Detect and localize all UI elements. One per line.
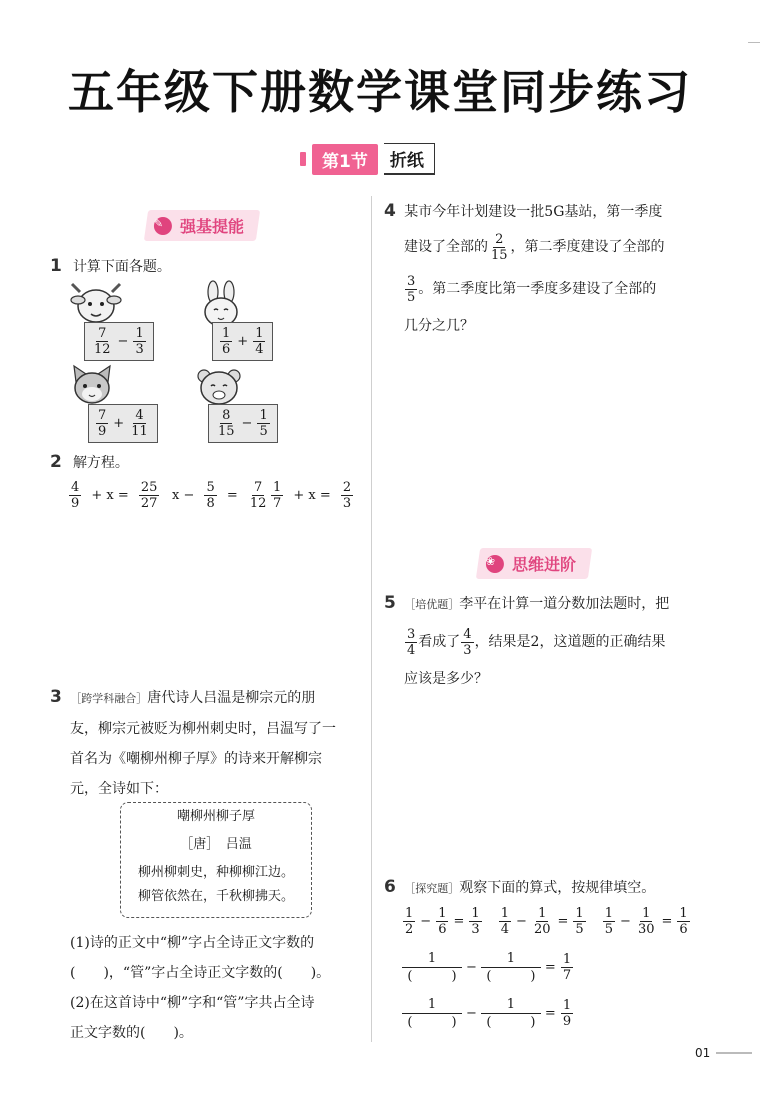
section-advanced <box>478 548 590 579</box>
question-text: 几分之几？ <box>404 318 474 334</box>
fraction: $\frac{7}{12}$ <box>94 326 111 357</box>
pattern-example: $\frac{1}{2}$ − $\frac{1}{6}$ = $\frac{1}{3}$ <box>405 906 480 937</box>
subquestion-text: ( )，“管”字占全诗正文字数的( )。 <box>70 965 331 981</box>
question-5 <box>384 588 700 694</box>
question-tag: ［培优题］ <box>404 598 460 611</box>
fraction: $\frac{3}{5}$ <box>407 273 416 305</box>
corner-mark <box>748 42 760 43</box>
question-text: 看成了 <box>418 634 461 650</box>
question-4 <box>384 196 700 341</box>
poem-title: 嘲柳州柳子厚 <box>176 809 255 824</box>
question-number: 4 <box>384 201 396 221</box>
equation: $\frac{1}{7}$ + x = $\frac{2}{3}$ <box>273 480 352 511</box>
poem-line: 柳州柳刺史，种柳柳江边。 <box>137 865 294 880</box>
question-text: 友，柳宗元被贬为柳州刺史时，吕温写了一 <box>70 721 336 737</box>
page-number-text: 01 <box>695 1046 711 1060</box>
question-text: 某市今年计划建设一批5G基站，第一季度 <box>404 204 663 220</box>
fraction: $\frac{7}{9}$ <box>98 408 107 439</box>
section-basic-badge <box>144 210 260 241</box>
question-text: 计算下面各题。 <box>72 259 171 275</box>
question-text: 李平在计算一道分数加法题时，把 <box>459 596 670 612</box>
question-number: 5 <box>384 593 396 613</box>
blank-fraction[interactable]: $\frac{1}{( )}$ <box>402 996 462 1031</box>
operator: − <box>241 416 253 431</box>
section-basic-label: 强基提能 <box>180 217 245 236</box>
question-1 <box>50 252 171 282</box>
question-text: 解方程。 <box>72 455 129 471</box>
fraction: $\frac{2}{15}$ <box>491 231 508 263</box>
question-text: 建设了全部的 <box>404 239 488 255</box>
operator: − <box>117 334 129 349</box>
fraction: $\frac{1}{4}$ <box>255 326 264 357</box>
section-advanced-label: 思维进阶 <box>512 555 577 574</box>
question-text: 观察下面的算式，按规律填空。 <box>459 880 656 896</box>
operator: + <box>237 334 249 349</box>
question-text: ，第二季度建设了全部的 <box>510 239 665 255</box>
column-divider <box>371 196 372 1042</box>
question-text: 唐代诗人吕温是柳宗元的朋 <box>147 690 316 706</box>
equation: $\frac{4}{9}$ + x = $\frac{25}{27}$ <box>71 480 158 511</box>
lesson-number: 第1节 <box>312 144 378 175</box>
subquestion-text: (2)在这首诗中“柳”字和“管”字共占全诗 <box>70 995 315 1011</box>
operator: + <box>113 416 125 431</box>
calc-card <box>212 322 273 361</box>
question-number: 3 <box>50 687 62 707</box>
question-number: 1 <box>50 256 62 276</box>
question-tag: ［跨学科融合］ <box>70 692 148 705</box>
pattern-example: $\frac{1}{4}$ − $\frac{1}{20}$ = $\frac{1}{5}$ <box>500 906 584 937</box>
fraction: $\frac{4}{3}$ <box>463 626 472 658</box>
question-text: 。第二季度比第一季度多建设了全部的 <box>418 281 657 297</box>
subquestion-text: (1)诗的正文中“柳”字占全诗正文字数的 <box>70 935 315 951</box>
fraction: $\frac{1}{6}$ <box>222 326 231 357</box>
question-tag: ［探究题］ <box>404 882 460 895</box>
question-text: 应该是多少？ <box>404 671 488 687</box>
question-3 <box>50 682 366 804</box>
question-2 <box>50 448 129 478</box>
subquestion-text: 正文字数的( )。 <box>70 1025 193 1041</box>
question-text: 元，全诗如下： <box>70 781 168 797</box>
question-number: 6 <box>384 877 396 897</box>
pencil-icon: ✎ <box>154 217 172 235</box>
pattern-blank-row: $\frac{1}{( )}$ − $\frac{1}{( )}$ = $\frac{1}{9}$ <box>402 996 574 1031</box>
page-number <box>695 1046 752 1060</box>
medal-icon: ❀ <box>486 555 504 573</box>
calc-card <box>84 322 154 361</box>
section-advanced-badge <box>476 548 592 579</box>
question-text: 首名为《嘲柳州柳子厚》的诗来开解柳宗 <box>70 751 322 767</box>
lesson-heading <box>300 144 435 174</box>
question-number: 2 <box>50 452 62 472</box>
page-number-line <box>716 1052 752 1054</box>
page-title: 五年级下册数学课堂同步练习 <box>68 65 692 119</box>
fraction: $\frac{1}{3}$ <box>135 326 144 357</box>
poem-box <box>120 802 312 918</box>
question-6 <box>384 872 700 904</box>
calc-card <box>208 404 278 443</box>
pattern-example: $\frac{1}{5}$ − $\frac{1}{30}$ = $\frac{1}{6}$ <box>604 906 688 937</box>
blank-fraction[interactable]: $\frac{1}{( )}$ <box>481 950 541 985</box>
pattern-examples <box>402 906 691 937</box>
fraction: $\frac{1}{5}$ <box>259 408 268 439</box>
bear-mascot-icon <box>196 366 242 408</box>
lesson-name: 折纸 <box>384 143 435 175</box>
section-basic <box>146 210 258 241</box>
question-3-subquestions <box>70 928 366 1048</box>
equation: x − $\frac{5}{8}$ = $\frac{7}{12}$ <box>172 480 267 511</box>
blank-fraction[interactable]: $\frac{1}{( )}$ <box>402 950 462 985</box>
pattern-blank-row: $\frac{1}{( )}$ − $\frac{1}{( )}$ = $\frac{1}{7}$ <box>402 950 574 985</box>
poem-line: 柳管依然在，千秋柳拂天。 <box>137 889 294 904</box>
fraction: $\frac{8}{15}$ <box>218 408 235 439</box>
question-text: ，结果是2，这道题的正确结果 <box>474 634 666 650</box>
calc-card <box>88 404 158 443</box>
fraction: $\frac{3}{4}$ <box>407 626 416 658</box>
lesson-bar <box>300 152 306 166</box>
fraction: $\frac{4}{11}$ <box>131 408 148 439</box>
poem-author: ［唐］ 吕温 <box>180 837 252 852</box>
blank-fraction[interactable]: $\frac{1}{( )}$ <box>481 996 541 1031</box>
